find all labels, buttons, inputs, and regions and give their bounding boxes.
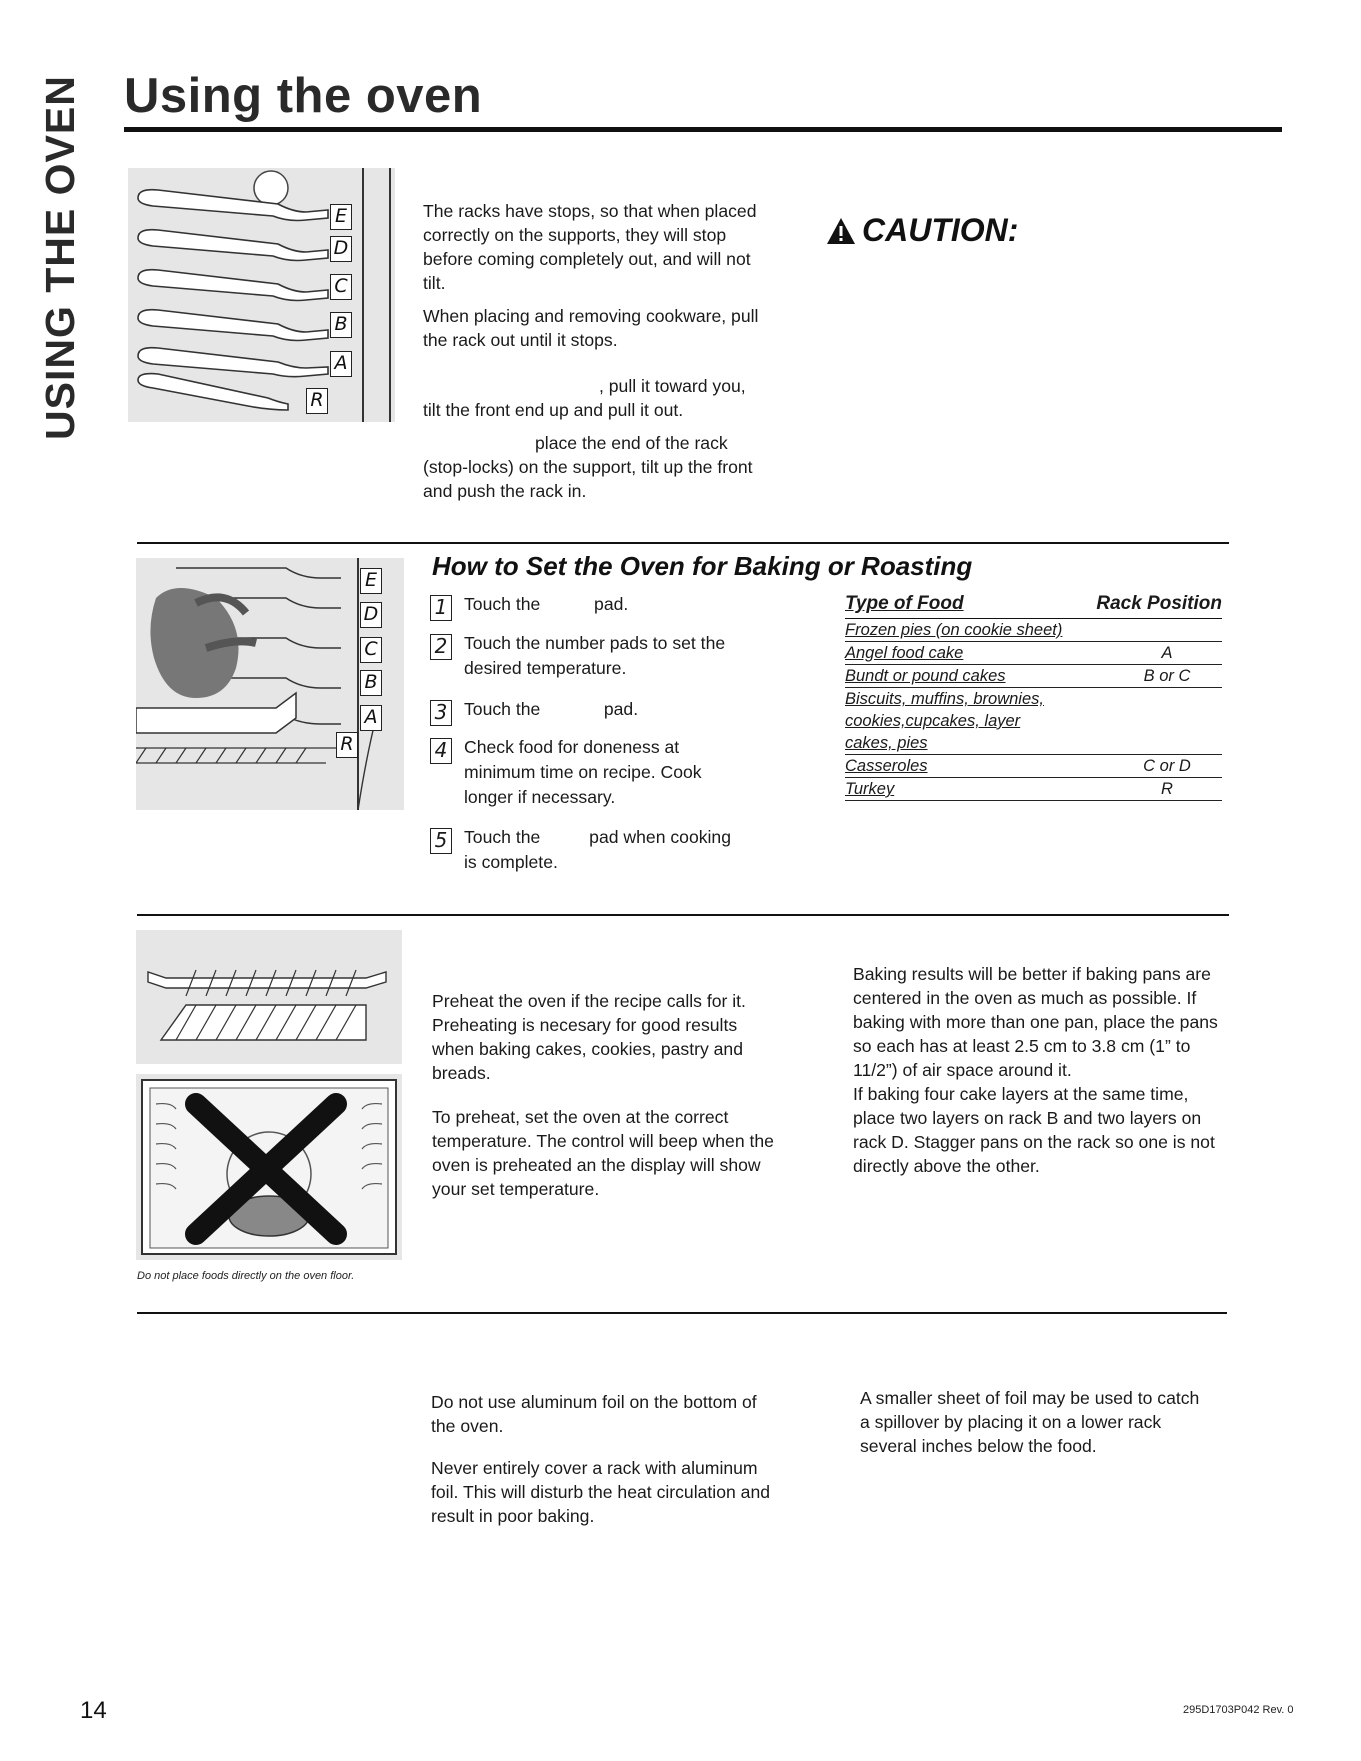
oven-floor-figure xyxy=(136,1074,402,1260)
foil-paragraph: A smaller sheet of foil may be used to catch a spillover by placing it on a lower rack several inches below the food. xyxy=(860,1388,1200,1456)
food-cell: Frozen pies (on cookie sheet) xyxy=(845,621,1063,639)
step-text: Check food for doneness at minimum time on recipe. Cook longer if necessary. xyxy=(464,737,702,807)
table-header xyxy=(845,593,1222,619)
position-cell: B or C xyxy=(1143,667,1191,685)
baking-step xyxy=(430,825,734,875)
baking-step xyxy=(430,592,734,621)
header-food: Type of Food xyxy=(845,593,964,614)
document-code: 295D1703P042 Rev. 0 xyxy=(1183,1704,1294,1716)
table-row xyxy=(845,665,1222,688)
turkey-rack-label-a: A xyxy=(360,705,382,731)
position-cell: C or D xyxy=(1143,757,1191,775)
baking-step xyxy=(430,735,734,810)
position-cell: R xyxy=(1161,780,1173,798)
foil-paragraph: Never entirely cover a rack with aluminum foil. This will disturb the heat circulation and result in poor baking. xyxy=(431,1458,771,1526)
pan-placement-paragraph: Baking results will be better if baking pans are centered in the oven as much as possible. If baking with more than one pan, place the pans so each has at least 2.5 cm to 3.8 cm (1” to 11/2”) of air space around it. xyxy=(853,964,1218,1080)
step-text: Touch the number pads to set the desired temperature. xyxy=(464,633,726,678)
rack-label-b: B xyxy=(330,312,352,338)
title-rule xyxy=(124,127,1282,132)
step-number: 4 xyxy=(430,738,452,764)
racks-paragraph: , pull it toward you, tilt the front end up and pull it out. xyxy=(423,376,746,420)
turkey-rack-label-d: D xyxy=(360,602,382,628)
food-cell: Turkey xyxy=(845,780,895,798)
section-divider xyxy=(137,914,1229,916)
turkey-rack-label-r: R xyxy=(336,732,358,758)
foil-paragraph: Do not use aluminum foil on the bottom of the oven. xyxy=(431,1392,757,1436)
step-number: 5 xyxy=(430,828,452,854)
baking-step xyxy=(430,631,734,681)
table-row xyxy=(845,619,1222,642)
warning-icon xyxy=(826,217,856,245)
table-row xyxy=(845,755,1222,778)
turkey-rack-label-c: C xyxy=(360,637,382,663)
rack-label-r: R xyxy=(306,388,328,414)
baking-heading: How to Set the Oven for Baking or Roasting xyxy=(432,551,973,581)
caution-heading xyxy=(826,212,1018,249)
rack-positions-figure xyxy=(128,168,395,422)
step-number: 3 xyxy=(430,700,452,726)
section-divider xyxy=(137,1312,1227,1314)
page-title: Using the oven xyxy=(124,69,483,123)
racks-paragraph: The racks have stops, so that when placed correctly on the supports, they will stop before coming completely out, and will not tilt. xyxy=(423,201,757,293)
preheat-paragraph: To preheat, set the oven at the correct temperature. The control will beep when the oven is preheated an the display will show your set temperature. xyxy=(432,1107,774,1199)
page-number: 14 xyxy=(80,1697,107,1724)
rack-label-d: D xyxy=(330,236,352,262)
side-tab-graphic xyxy=(38,50,82,445)
turkey-rack-label-e: E xyxy=(360,568,382,594)
food-cell: Bundt or pound cakes xyxy=(845,667,1006,685)
racks-paragraph: When placing and removing cookware, pull the rack out until it stops. xyxy=(423,306,759,350)
rack-label-e: E xyxy=(330,204,352,230)
step-text: Touch the pad when cooking is complete. xyxy=(464,827,736,872)
food-cell: Biscuits, muffins, brownies, cookies,cupcakes, layer cakes, pies xyxy=(845,690,1044,752)
preheat-paragraph: Preheat the oven if the recipe calls for it. Preheating is necesary for good results when baking cakes, cookies, pastry and breads. xyxy=(432,991,746,1083)
position-cell: A xyxy=(1161,644,1173,662)
step-number: 1 xyxy=(430,595,452,621)
racks-paragraph: place the end of the rack (stop-locks) on the support, tilt up the front and push the rack in. xyxy=(423,433,753,501)
rack-position-table xyxy=(845,593,1222,801)
foil-text-left xyxy=(431,1390,781,1537)
section-divider xyxy=(137,542,1229,544)
position-cell xyxy=(1112,619,1222,641)
table-row xyxy=(845,688,1222,755)
table-row xyxy=(845,642,1222,665)
side-tab-text: USING THE OVEN xyxy=(38,75,82,440)
baking-step xyxy=(430,697,734,726)
side-tab xyxy=(38,50,82,445)
rack-label-c: C xyxy=(330,274,352,300)
oven-rack-figure xyxy=(136,930,402,1064)
rack-label-a: A xyxy=(330,351,352,377)
step-text: Touch the pad. xyxy=(464,699,639,719)
preheat-text xyxy=(432,989,782,1210)
table-row xyxy=(845,778,1222,801)
turkey-rack-label-b: B xyxy=(360,670,382,696)
oven-floor-caption: Do not place foods directly on the oven floor. xyxy=(137,1270,355,1282)
header-position: Rack Position xyxy=(1096,593,1222,614)
food-cell: Angel food cake xyxy=(845,644,964,662)
pan-placement-paragraph: If baking four cake layers at the same time, place two layers on rack B and two layers on rack D. Stagger pans on the rack so one is not directly above the other. xyxy=(853,1084,1215,1176)
racks-text xyxy=(423,199,768,512)
step-text: Touch the pad. xyxy=(464,594,629,614)
food-cell: Casseroles xyxy=(845,757,928,775)
step-number: 2 xyxy=(430,634,452,660)
foil-text-right xyxy=(860,1386,1210,1467)
position-cell xyxy=(1173,688,1222,754)
pan-placement-text xyxy=(853,962,1233,1187)
caution-label: CAUTION: xyxy=(862,212,1019,248)
